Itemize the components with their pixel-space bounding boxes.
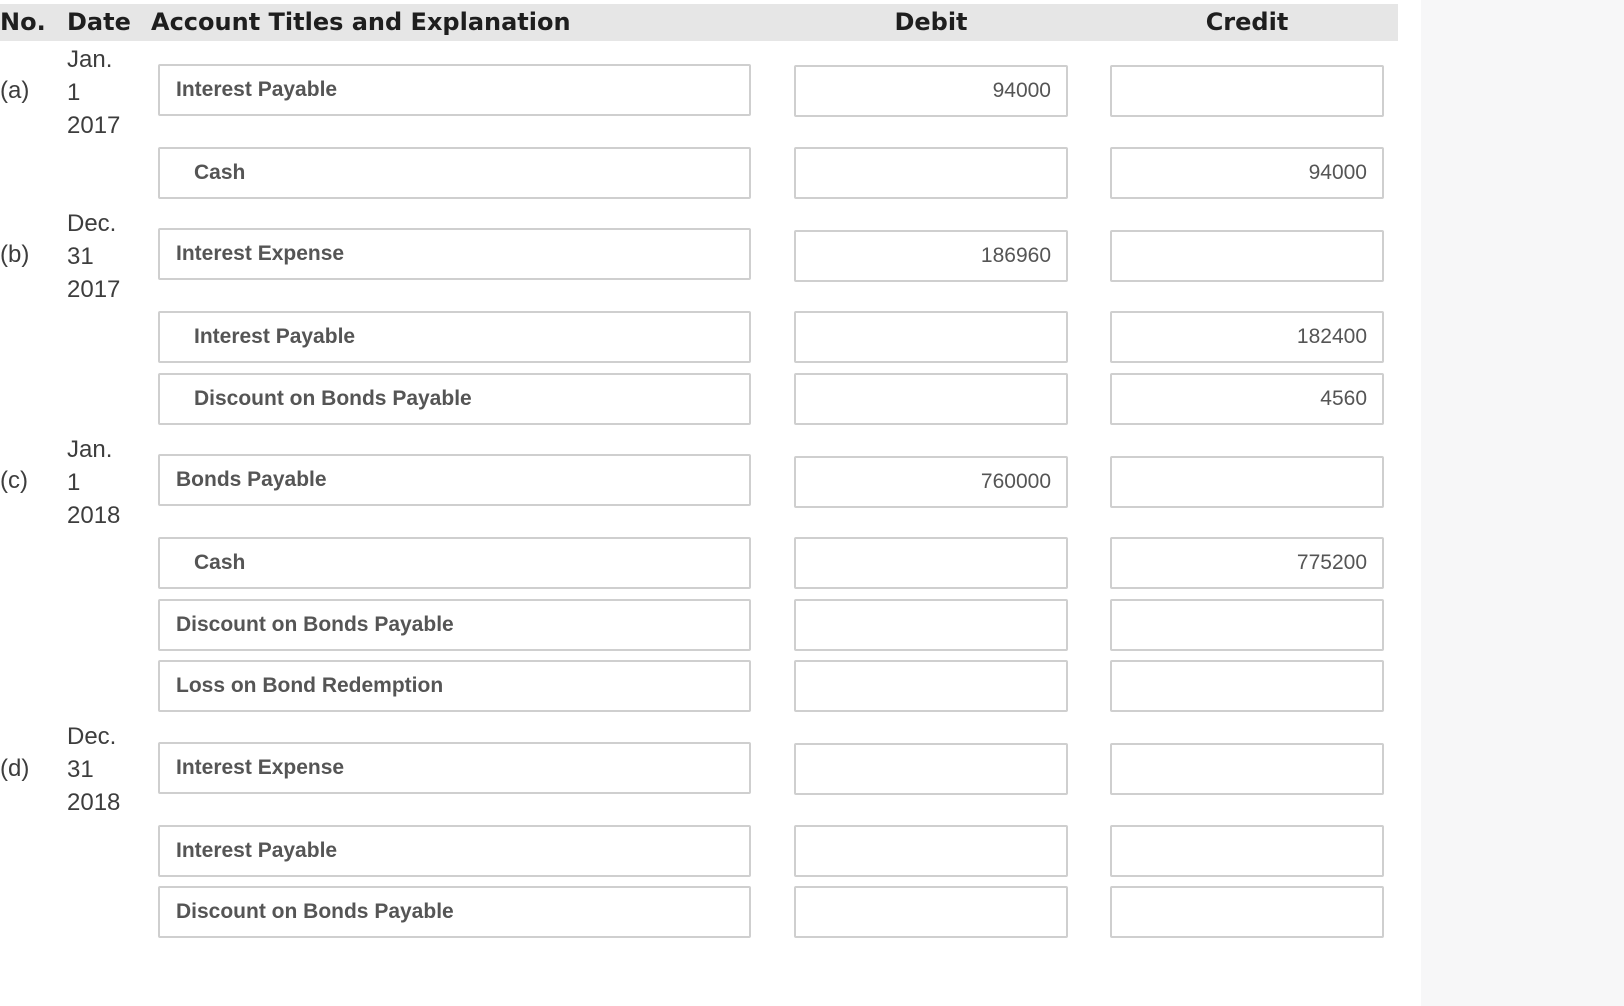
date-day: 31 — [67, 243, 94, 270]
date-year: 2017 — [67, 276, 121, 303]
account-title-field[interactable]: Discount on Bonds Payable — [158, 373, 751, 425]
account-title-field[interactable]: Discount on Bonds Payable — [158, 599, 751, 651]
credit-amount-field[interactable] — [1110, 65, 1384, 117]
header-date: Date — [67, 8, 131, 36]
credit-amount-field[interactable] — [1110, 660, 1384, 712]
account-title-field[interactable]: Interest Payable — [158, 311, 751, 363]
header-no: No. — [0, 8, 46, 36]
date-year: 2018 — [67, 502, 121, 529]
credit-amount-field[interactable] — [1110, 825, 1384, 877]
debit-amount-field[interactable] — [794, 599, 1068, 651]
account-title-field[interactable]: Interest Payable — [158, 64, 751, 116]
debit-amount-field[interactable] — [794, 537, 1068, 589]
date-month: Jan. — [67, 46, 113, 73]
header-account-titles: Account Titles and Explanation — [151, 8, 571, 36]
debit-amount-field[interactable]: 94000 — [794, 65, 1068, 117]
entry-date — [67, 43, 120, 142]
account-title-field[interactable]: Cash — [158, 147, 751, 199]
entry-number: (b) — [0, 241, 30, 268]
debit-amount-field[interactable] — [794, 373, 1068, 425]
credit-amount-field[interactable] — [1110, 599, 1384, 651]
right-side-panel — [1421, 0, 1624, 1006]
account-title-field[interactable]: Interest Expense — [158, 742, 751, 794]
date-year: 2017 — [67, 112, 121, 139]
credit-amount-field[interactable] — [1110, 886, 1384, 938]
date-month: Dec. — [67, 723, 117, 750]
date-day: 31 — [67, 756, 94, 783]
debit-amount-field[interactable] — [794, 825, 1068, 877]
credit-amount-field[interactable]: 4560 — [1110, 373, 1384, 425]
account-title-field[interactable]: Cash — [158, 537, 751, 589]
credit-amount-field[interactable] — [1110, 230, 1384, 282]
debit-amount-field[interactable]: 186960 — [794, 230, 1068, 282]
entry-date — [67, 433, 120, 532]
credit-amount-field[interactable] — [1110, 743, 1384, 795]
credit-amount-field[interactable]: 775200 — [1110, 537, 1384, 589]
entry-date — [67, 720, 120, 819]
entry-number: (c) — [0, 467, 28, 494]
debit-amount-field[interactable] — [794, 886, 1068, 938]
account-title-field[interactable]: Interest Expense — [158, 228, 751, 280]
debit-amount-field[interactable] — [794, 743, 1068, 795]
credit-amount-field[interactable] — [1110, 456, 1384, 508]
credit-amount-field[interactable]: 94000 — [1110, 147, 1384, 199]
header-debit: Debit — [894, 8, 968, 36]
date-day: 1 — [67, 469, 81, 496]
date-day: 1 — [67, 79, 81, 106]
debit-amount-field[interactable] — [794, 147, 1068, 199]
account-title-field[interactable]: Interest Payable — [158, 825, 751, 877]
credit-amount-field[interactable]: 182400 — [1110, 311, 1384, 363]
entry-number: (d) — [0, 755, 30, 782]
journal-table-header — [0, 4, 1398, 41]
account-title-field[interactable]: Discount on Bonds Payable — [158, 886, 751, 938]
header-credit: Credit — [1205, 8, 1289, 36]
entry-number: (a) — [0, 77, 30, 104]
date-month: Jan. — [67, 436, 113, 463]
date-year: 2018 — [67, 789, 121, 816]
debit-amount-field[interactable] — [794, 660, 1068, 712]
account-title-field[interactable]: Loss on Bond Redemption — [158, 660, 751, 712]
account-title-field[interactable]: Bonds Payable — [158, 454, 751, 506]
debit-amount-field[interactable] — [794, 311, 1068, 363]
date-month: Dec. — [67, 210, 117, 237]
debit-amount-field[interactable]: 760000 — [794, 456, 1068, 508]
entry-date — [67, 207, 120, 306]
